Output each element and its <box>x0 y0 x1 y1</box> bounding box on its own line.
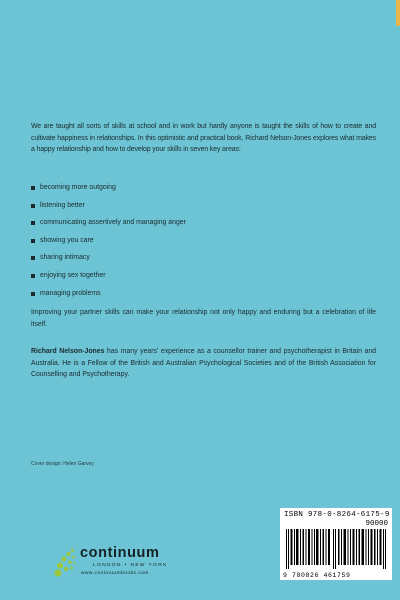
blurb-intro <box>31 121 376 156</box>
author-name: Richard Nelson-Jones <box>31 348 105 355</box>
list-item: communicating assertively and managing anger <box>31 218 361 236</box>
list-item: enjoying sex together <box>31 271 361 289</box>
bio-text: has many years' experience as a counsellor trainer and psychotherapist in Britain and Australia. He is a Fellow of the British and Australian Psychological Societies and of the British Association for Counselling and Psychotherapy. <box>31 348 376 378</box>
spine-edge <box>396 0 400 26</box>
list-item: listening better <box>31 201 361 219</box>
ean-digits: 9 780826 461759 <box>283 572 351 579</box>
isbn-label: ISBN 978-0-8264-6175-9 <box>284 511 390 519</box>
list-item: becoming more outgoing <box>31 183 361 201</box>
publisher-logo <box>52 545 202 579</box>
list-item: showing you care <box>31 236 361 254</box>
intro-paragraph: We are taught all sorts of skills at school and in work but hardly anyone is taught the skills of how to create and cultivate happiness in relationships. In this optimistic and practical book, Richard Nelson-Jones explores what makes a happy relationship and how to develop your skills in seven key areas: <box>31 123 376 153</box>
cover-credit: Cover design: Helen Garvey <box>31 461 94 467</box>
author-bio <box>31 346 376 381</box>
list-item: managing problems <box>31 289 361 307</box>
list-item: sharing intimacy <box>31 253 361 271</box>
publisher-cities: LONDON • NEW YORK <box>93 563 168 568</box>
continuum-dots-icon <box>52 547 76 577</box>
key-areas-list <box>31 183 361 306</box>
publisher-name: continuum <box>80 545 160 561</box>
closing-paragraph: Improving your partner skills can make your relationship not only happy and enduring but a celebration of life itself. <box>31 309 376 328</box>
price-code: 90000 <box>365 520 388 528</box>
barcode-bars <box>286 529 386 569</box>
publisher-url: www.continuumbooks.com <box>81 571 149 576</box>
barcode <box>280 508 392 580</box>
